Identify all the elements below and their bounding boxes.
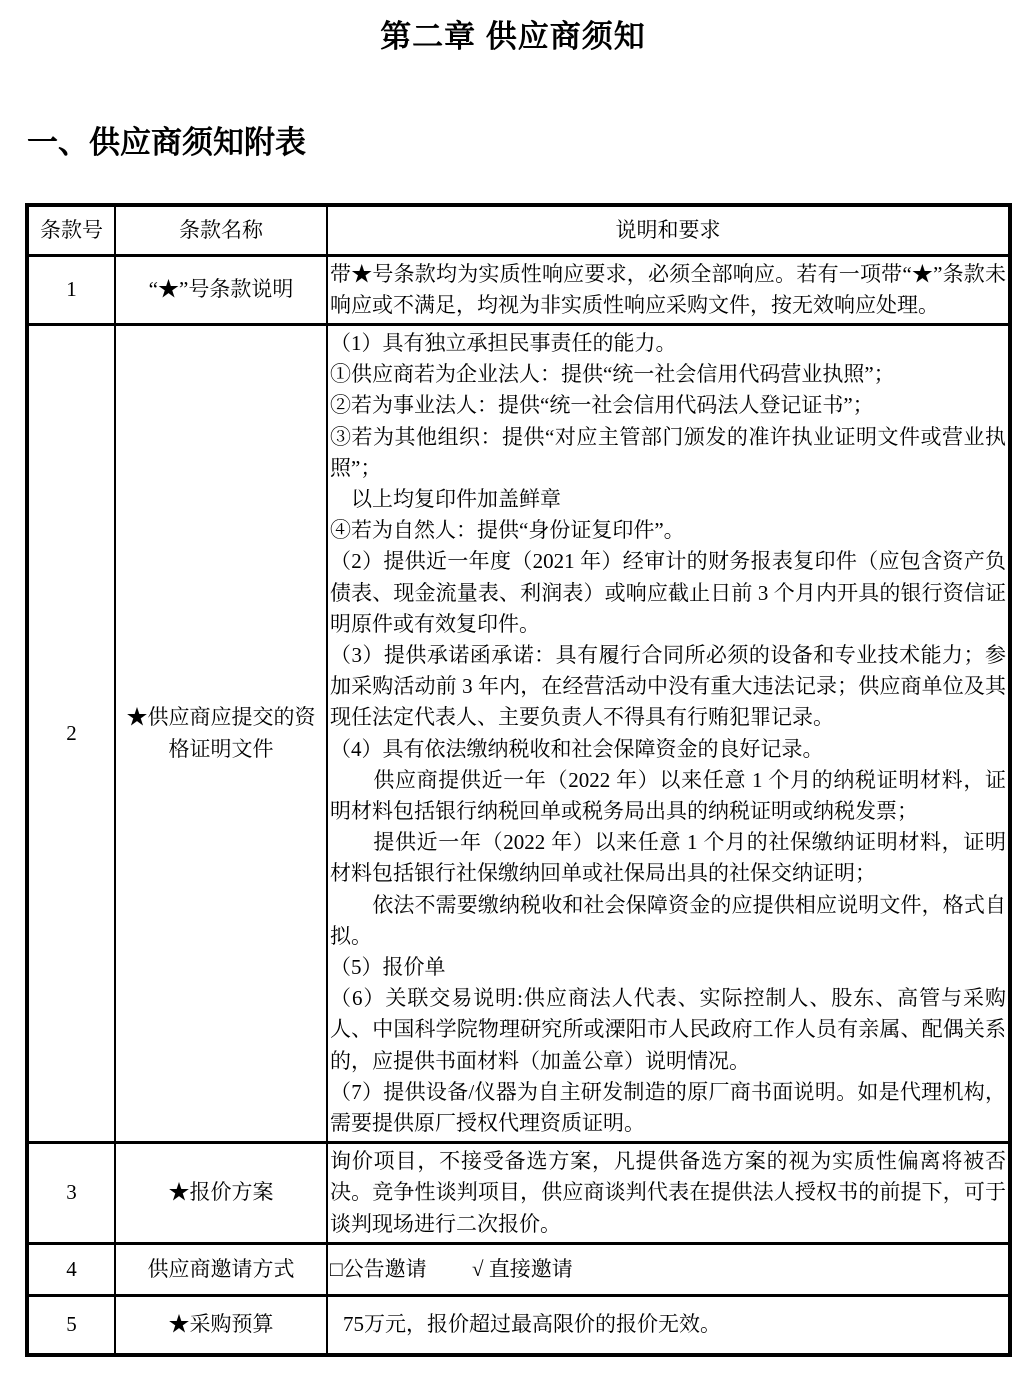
description-paragraph: ④若为自然人：提供“身份证复印件”。 [330, 518, 685, 543]
column-header-clause-no: 条款号 [27, 205, 115, 255]
description-paragraph: ①供应商若为企业法人：提供“统一社会信用代码营业执照”； [330, 362, 895, 387]
clause-description-cell [327, 1295, 1010, 1355]
description-paragraph: （7）提供设备/仪器为自主研发制造的原厂商书面说明。如是代理机构，需要提供原厂授权代理资质证明。 [330, 1079, 1006, 1135]
page-title: 第二章 供应商须知 [380, 19, 646, 54]
table-row-star-clause [27, 255, 1010, 324]
clause-name: ★供应商应提交的资格证明文件 [115, 324, 327, 1142]
description-paragraph: （3）提供承诺函承诺：具有履行合同所必须的设备和专业技术能力；参加采购活动前 3 年内，在经营活动中没有重大违法记录；供应商单位及其现任法定代表人、主要负责人不得具有行贿犯罪记录。 [330, 642, 1006, 730]
clause-description-cell [327, 1143, 1010, 1244]
clause-no: 3 [27, 1143, 115, 1244]
column-header-description: 说明和要求 [327, 205, 1010, 255]
description-paragraph: 提供近一年（2022 年）以来任意 1 个月的社保缴纳证明材料，证明材料包括银行社保缴纳回单或社保局出具的社保交纳证明； [330, 830, 1006, 886]
description-paragraph: ②若为事业法人：提供“统一社会信用代码法人登记证书”； [330, 393, 874, 418]
table-row-procurement-budget [27, 1295, 1010, 1355]
description-paragraph: （1）具有独立承担民事责任的能力。 [330, 330, 677, 355]
invitation-option-direct-checked: √ 直接邀请 [471, 1256, 573, 1281]
description-paragraph: 带★号条款均为实质性响应要求，必须全部响应。若有一项带“★”条款未响应或不满足，均视为非实质性响应采购文件，按无效响应处理。 [330, 261, 1006, 317]
clause-name: “★”号条款说明 [115, 255, 327, 324]
table-row-quotation-plan [27, 1143, 1010, 1244]
clause-name: ★采购预算 [115, 1295, 327, 1355]
clause-name: 供应商邀请方式 [115, 1243, 327, 1295]
supplier-notice-table [25, 203, 1012, 1357]
section-heading: 一、供应商须知附表 [27, 125, 306, 160]
clause-no: 5 [27, 1295, 115, 1355]
table-header-row [27, 205, 1010, 255]
invitation-option-public-unchecked: □公告邀请 [330, 1256, 427, 1281]
clause-description-cell [327, 255, 1010, 324]
description-paragraph: （4）具有依法缴纳税收和社会保障资金的良好记录。 [330, 736, 824, 761]
column-header-clause-name: 条款名称 [115, 205, 327, 255]
description-paragraph: 供应商提供近一年（2022 年）以来任意 1 个月的纳税证明材料，证明材料包括银行纳税回单或税务局出具的纳税证明或纳税发票； [330, 767, 1006, 823]
clause-no: 2 [27, 324, 115, 1142]
clause-description-cell [327, 1243, 1010, 1295]
table-row-invitation-method [27, 1243, 1010, 1295]
description-paragraph: （2）提供近一年度（2021 年）经审计的财务报表复印件（应包含资产负债表、现金流量表、利润表）或响应截止日前 3 个月内开具的银行资信证明原件或有效复印件。 [330, 549, 1006, 636]
description-paragraph: （6）关联交易说明:供应商法人代表、实际控制人、股东、高管与采购人、中国科学院物理研究所或溧阳市人民政府工作人员有亲属、配偶关系的，应提供书面材料（加盖公章）说明情况。 [330, 986, 1006, 1073]
document-page [0, 11, 1026, 1357]
table-row-qualification-documents [27, 324, 1010, 1142]
description-paragraph: ③若为其他组织：提供“对应主管部门颁发的准许执业证明文件或营业执照”； [330, 424, 1006, 480]
clause-no: 1 [27, 255, 115, 324]
description-paragraph: 75万元，报价超过最高限价的报价无效。 [343, 1312, 721, 1337]
description-paragraph: 依法不需要缴纳税收和社会保障资金的应提供相应说明文件，格式自拟。 [330, 892, 1006, 948]
description-paragraph: 以上均复印件加盖鲜章 [330, 486, 561, 511]
clause-no: 4 [27, 1243, 115, 1295]
description-paragraph: 询价项目，不接受备选方案，凡提供备选方案的视为实质性偏离将被否决。竞争性谈判项目，供应商谈判代表在提供法人授权书的前提下，可于谈判现场进行二次报价。 [330, 1149, 1006, 1236]
clause-description-cell [327, 324, 1010, 1142]
clause-name: ★报价方案 [115, 1143, 327, 1244]
description-paragraph: （5）报价单 [330, 954, 446, 979]
